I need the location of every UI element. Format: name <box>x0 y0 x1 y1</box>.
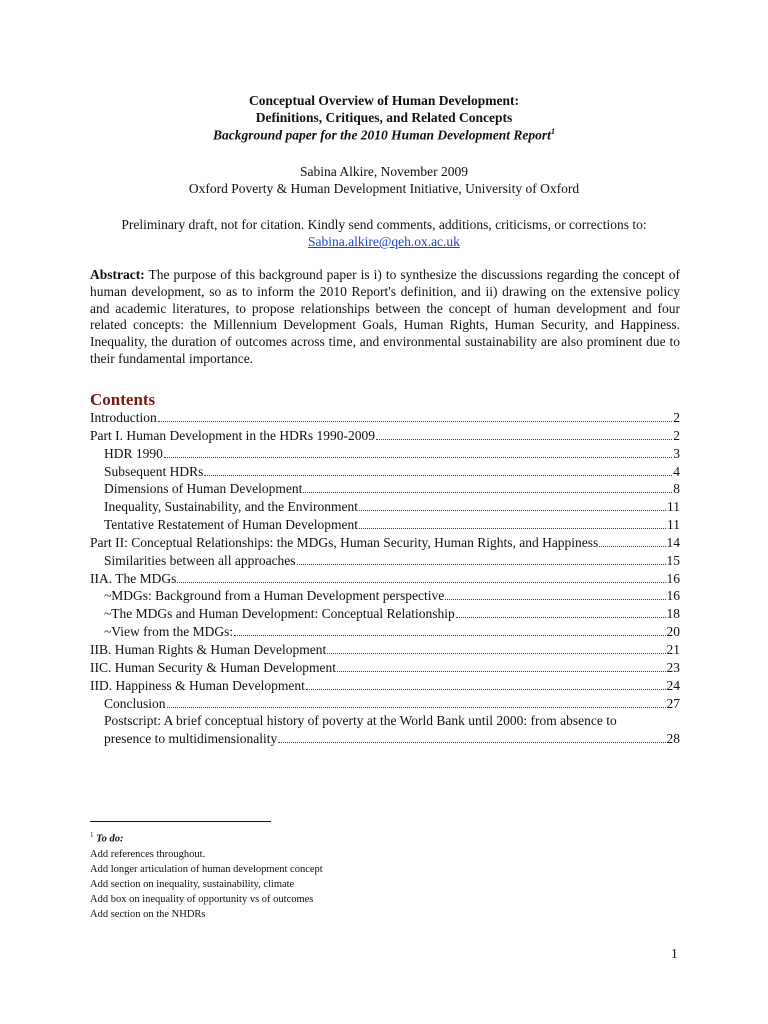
toc-leader <box>164 456 672 458</box>
toc-entry-introduction[interactable] <box>90 409 680 427</box>
page-number: 1 <box>671 946 678 961</box>
toc-page: 24 <box>666 677 680 693</box>
toc-page: 16 <box>666 570 680 586</box>
toc-leader <box>306 688 666 690</box>
footnote-line: Add section on the NHDRs <box>90 908 206 920</box>
toc-page: 11 <box>667 499 680 515</box>
toc-page: 21 <box>666 641 680 657</box>
table-of-contents <box>90 409 680 748</box>
footnote-line: Add section on inequality, sustainability, climate <box>90 878 295 890</box>
toc-leader <box>327 652 665 654</box>
toc-entry-iic-human-security[interactable] <box>90 659 680 677</box>
toc-page: 3 <box>673 445 680 461</box>
footnote-heading-line <box>90 828 323 847</box>
toc-entry-subsequent-hdrs[interactable] <box>90 463 680 481</box>
toc-label: ~The MDGs and Human Development: Conceptual Relationship <box>104 606 455 622</box>
toc-label: IIA. The MDGs <box>90 570 177 586</box>
affiliation: Oxford Poverty & Human Development Initiative, University of Oxford <box>188 181 580 196</box>
toc-label: Part I. Human Development in the HDRs 1990-2009 <box>90 427 375 443</box>
email-link[interactable]: Sabina.alkire@qeh.ox.ac.uk <box>308 234 460 249</box>
toc-label: Tentative Restatement of Human Development <box>104 517 358 533</box>
toc-entry-part-ii[interactable] <box>90 534 680 552</box>
toc-page: 23 <box>666 659 680 675</box>
footnote-mark: 1 <box>550 127 555 136</box>
footnote-line: Add box on inequality of opportunity vs of outcomes <box>90 893 314 905</box>
toc-leader <box>359 527 666 529</box>
toc-label: IID. Happiness & Human Development <box>90 677 305 693</box>
footnote <box>90 828 323 922</box>
footnote-separator <box>90 821 271 822</box>
toc-label: Introduction <box>90 410 157 425</box>
abstract <box>90 267 680 368</box>
footnote-line: Add longer articulation of human development concept <box>90 863 323 875</box>
toc-label: Conclusion <box>104 695 166 711</box>
toc-label: Dimensions of Human Development <box>104 481 303 497</box>
toc-leader <box>599 545 665 547</box>
footnote-heading: To do: <box>96 833 124 845</box>
toc-page: 2 <box>673 427 680 443</box>
toc-leader <box>445 598 665 600</box>
footnote-line: Add references throughout. <box>90 848 206 860</box>
toc-label: ~MDGs: Background from a Human Development perspective <box>104 588 445 604</box>
toc-entry-iia-mdgs[interactable] <box>90 570 680 588</box>
toc-leader <box>158 420 673 422</box>
toc-entry-mdgs-background[interactable] <box>90 587 680 605</box>
toc-entry-inequality[interactable] <box>90 498 680 516</box>
toc-entry-postscript[interactable] <box>90 712 680 748</box>
title-line-2: Definitions, Critiques, and Related Concepts <box>255 110 513 125</box>
toc-page: 20 <box>666 624 680 640</box>
email-line <box>0 234 768 250</box>
toc-leader <box>234 634 665 636</box>
toc-leader <box>167 706 666 708</box>
toc-label: ~View from the MDGs: <box>104 624 234 640</box>
toc-page: 28 <box>666 731 680 747</box>
toc-page: 4 <box>673 463 680 479</box>
toc-leader <box>177 581 665 583</box>
toc-entry-iib-human-rights[interactable] <box>90 641 680 659</box>
abstract-text: The purpose of this background paper is i) to synthesize the discussions regarding the concept of human development, so as to inform the 2010 Report's definition, and ii) drawing on the extensive policy and academic literatures, to propose relationships between the concept of human development and four related concepts: the Millennium Development Goals, Human Rights, Human Security, and Happiness. Inequality, the duration of outcomes across time, and environmental sustainability are also prominent due to their fundamental importance. <box>90 267 680 366</box>
subtitle-text: Background paper for the 2010 Human Development Report <box>213 127 551 143</box>
contents-heading: Contents <box>90 390 156 409</box>
toc-label: Subsequent HDRs <box>104 463 204 479</box>
toc-entry-dimensions[interactable] <box>90 480 680 498</box>
toc-page: 15 <box>666 552 680 568</box>
toc-entry-view-from-mdgs[interactable] <box>90 623 680 641</box>
toc-label: IIC. Human Security & Human Development <box>90 659 336 675</box>
toc-leader <box>359 509 666 511</box>
toc-entry-tentative-restatement[interactable] <box>90 516 680 534</box>
toc-entry-part-i[interactable] <box>90 427 680 445</box>
toc-leader <box>278 741 665 743</box>
toc-label-line-2: presence to multidimensionality <box>104 731 278 747</box>
toc-label-line-2-row <box>104 730 680 748</box>
toc-entry-conclusion[interactable] <box>90 695 680 713</box>
toc-page: 27 <box>666 695 680 711</box>
toc-page: 14 <box>666 534 680 550</box>
toc-page: 18 <box>666 606 680 622</box>
toc-label: Similarities between all approaches <box>104 552 296 568</box>
toc-entry-similarities[interactable] <box>90 552 680 570</box>
draft-note: Preliminary draft, not for citation. Kindly send comments, additions, criticisms, or corrections to: <box>121 217 647 232</box>
toc-label: Part II: Conceptual Relationships: the MDGs, Human Security, Human Rights, and Happiness <box>90 534 599 550</box>
toc-leader <box>337 670 666 672</box>
toc-page: 11 <box>667 517 680 533</box>
toc-entry-iid-happiness[interactable] <box>90 677 680 695</box>
toc-label: Inequality, Sustainability, and the Environment <box>104 499 358 515</box>
toc-leader <box>297 563 666 565</box>
toc-page: 2 <box>673 410 680 425</box>
toc-entry-mdgs-conceptual[interactable] <box>90 605 680 623</box>
toc-leader <box>456 616 666 618</box>
author-line: Sabina Alkire, November 2009 <box>300 164 468 179</box>
toc-page: 16 <box>666 588 680 604</box>
footnote-number: 1 <box>90 831 94 839</box>
toc-label-line-1: Postscript: A brief conceptual history of poverty at the World Bank until 2000: from absence to <box>104 713 617 729</box>
toc-leader <box>376 438 672 440</box>
title-line-1: Conceptual Overview of Human Development: <box>249 93 519 108</box>
toc-label: HDR 1990 <box>104 445 163 461</box>
abstract-label: Abstract: <box>90 267 145 282</box>
toc-leader <box>303 491 672 493</box>
toc-page: 8 <box>673 481 680 497</box>
toc-leader <box>204 474 672 476</box>
toc-entry-hdr-1990[interactable] <box>90 445 680 463</box>
toc-label: IIB. Human Rights & Human Development <box>90 641 327 657</box>
subtitle <box>0 127 768 144</box>
